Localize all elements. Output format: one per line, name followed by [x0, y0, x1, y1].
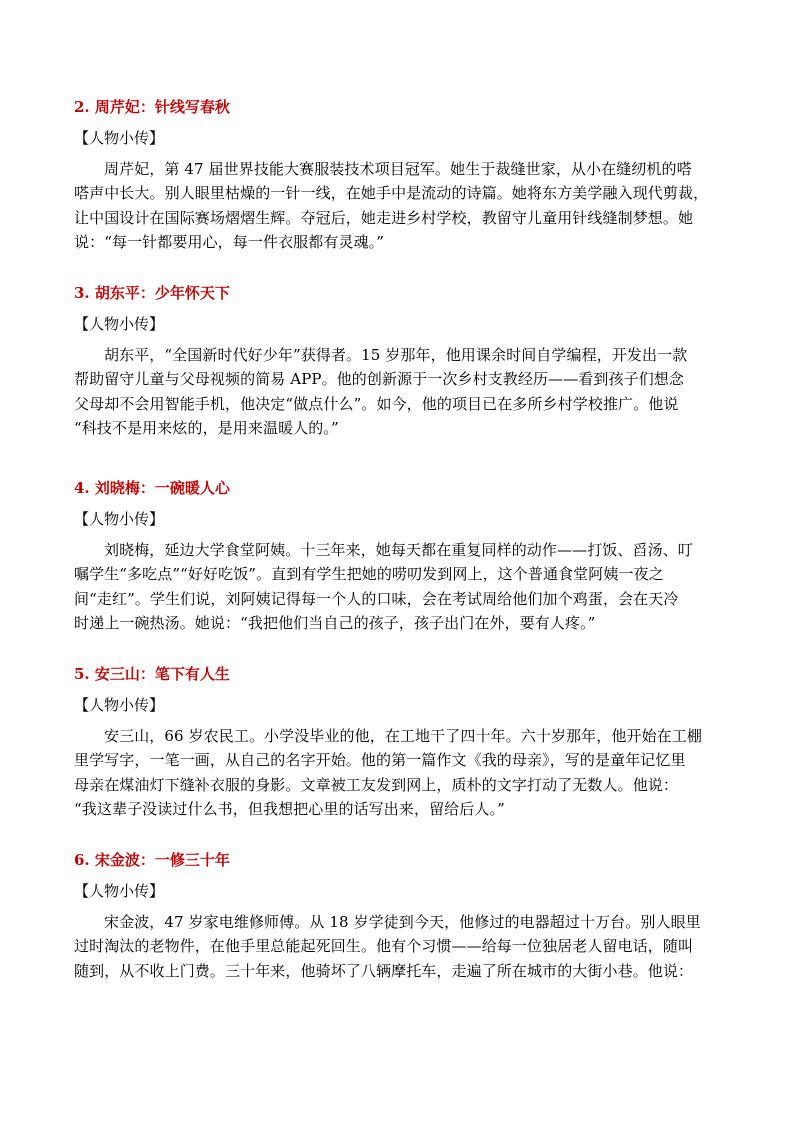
bio-paragraph — [74, 724, 734, 822]
bio-paragraph — [74, 910, 734, 983]
bio-line: 里学写字，一笔一画，从自己的名字开始。他的第一篇作文《我的母亲》，写的是童年记忆里 — [74, 751, 686, 770]
bio-paragraph — [74, 157, 734, 255]
bio-paragraph — [74, 343, 734, 441]
bio-label: 【人物小传】 — [74, 882, 165, 900]
bio-line: 宋金波，47 岁家电维修师傅。从 18 岁学徒到今天，他修过的电器超过十万台。别人眼里 — [104, 913, 701, 931]
section-heading: 4. 刘晓梅：一碗暖人心 — [74, 479, 230, 497]
bio-line: 刘晓梅，延边大学食堂阿姨。十三年来，她每天都在重复同样的动作——打饭、舀汤、叮 — [104, 541, 693, 559]
bio-line: 帮助留守儿童与父母视频的简易 APP。他的创新源于一次乡村支教经历——看到孩子们想念 — [74, 370, 684, 389]
bio-line: “科技不是用来炫的，是用来温暖人的。” — [74, 419, 339, 438]
bio-label: 【人物小传】 — [74, 129, 165, 147]
bio-label: 【人物小传】 — [74, 696, 165, 714]
section-heading: 2. 周芹妃：针线写春秋 — [74, 98, 230, 116]
bio-line: 安三山，66 岁农民工。小学没毕业的他，在工地干了四十年。六十岁那年，他开始在工棚 — [104, 727, 702, 745]
section-heading: 3. 胡东平：少年怀天下 — [74, 284, 230, 302]
bio-line: 父母却不会用智能手机，他决定“做点什么”。如今，他的项目已在多所乡村学校推广。他说 — [74, 394, 679, 413]
bio-line: 周芹妃，第 47 届世界技能大赛服装技术项目冠军。她生于裁缝世家，从小在缝纫机的嗒 — [104, 160, 692, 178]
bio-line: 随到，从不收上门费。三十年来，他骑坏了八辆摩托车，走遍了所在城市的大街小巷。他说： — [74, 961, 694, 980]
bio-line: 间“走红”。学生们说，刘阿姨记得每一个人的口味，会在考试周给他们加个鸡蛋，会在天冷 — [74, 589, 679, 608]
bio-paragraph — [74, 538, 734, 636]
bio-line: 母亲在煤油灯下缝补衣服的身影。文章被工友发到网上，质朴的文字打动了无数人。他说： — [74, 775, 679, 794]
bio-line: 时递上一碗热汤。她说：“我把他们当自己的孩子，孩子出门在外，要有人疼。” — [74, 614, 596, 633]
bio-line: 嘱学生“多吃点”“好好吃饭”。直到有学生把她的唠叨发到网上，这个普通食堂阿姨一夜之 — [74, 565, 664, 584]
bio-label: 【人物小传】 — [74, 510, 165, 528]
bio-line: 嗒声中长大。别人眼里枯燥的一针一线，在她手中是流动的诗篇。她将东方美学融入现代剪裁， — [74, 184, 709, 203]
bio-line: 过时淘汰的老物件，在他手里总能起死回生。他有个习惯——给每一位独居老人留电话，随叫 — [74, 937, 694, 956]
section-heading: 6. 宋金波：一修三十年 — [74, 851, 230, 869]
bio-line: 胡东平，“全国新时代好少年”获得者。15 岁那年，他用课余时间自学编程，开发出一款 — [104, 346, 688, 364]
bio-line: 说：“每一针都要用心，每一件衣服都有灵魂。” — [74, 233, 385, 252]
bio-label: 【人物小传】 — [74, 315, 165, 333]
bio-line: “我这辈子没读过什么书，但我想把心里的话写出来，留给后人。” — [74, 800, 505, 819]
section-heading: 5. 安三山：笔下有人生 — [74, 665, 230, 683]
bio-line: 让中国设计在国际赛场熠熠生辉。夺冠后，她走进乡村学校，教留守儿童用针线缝制梦想。她 — [74, 208, 694, 227]
